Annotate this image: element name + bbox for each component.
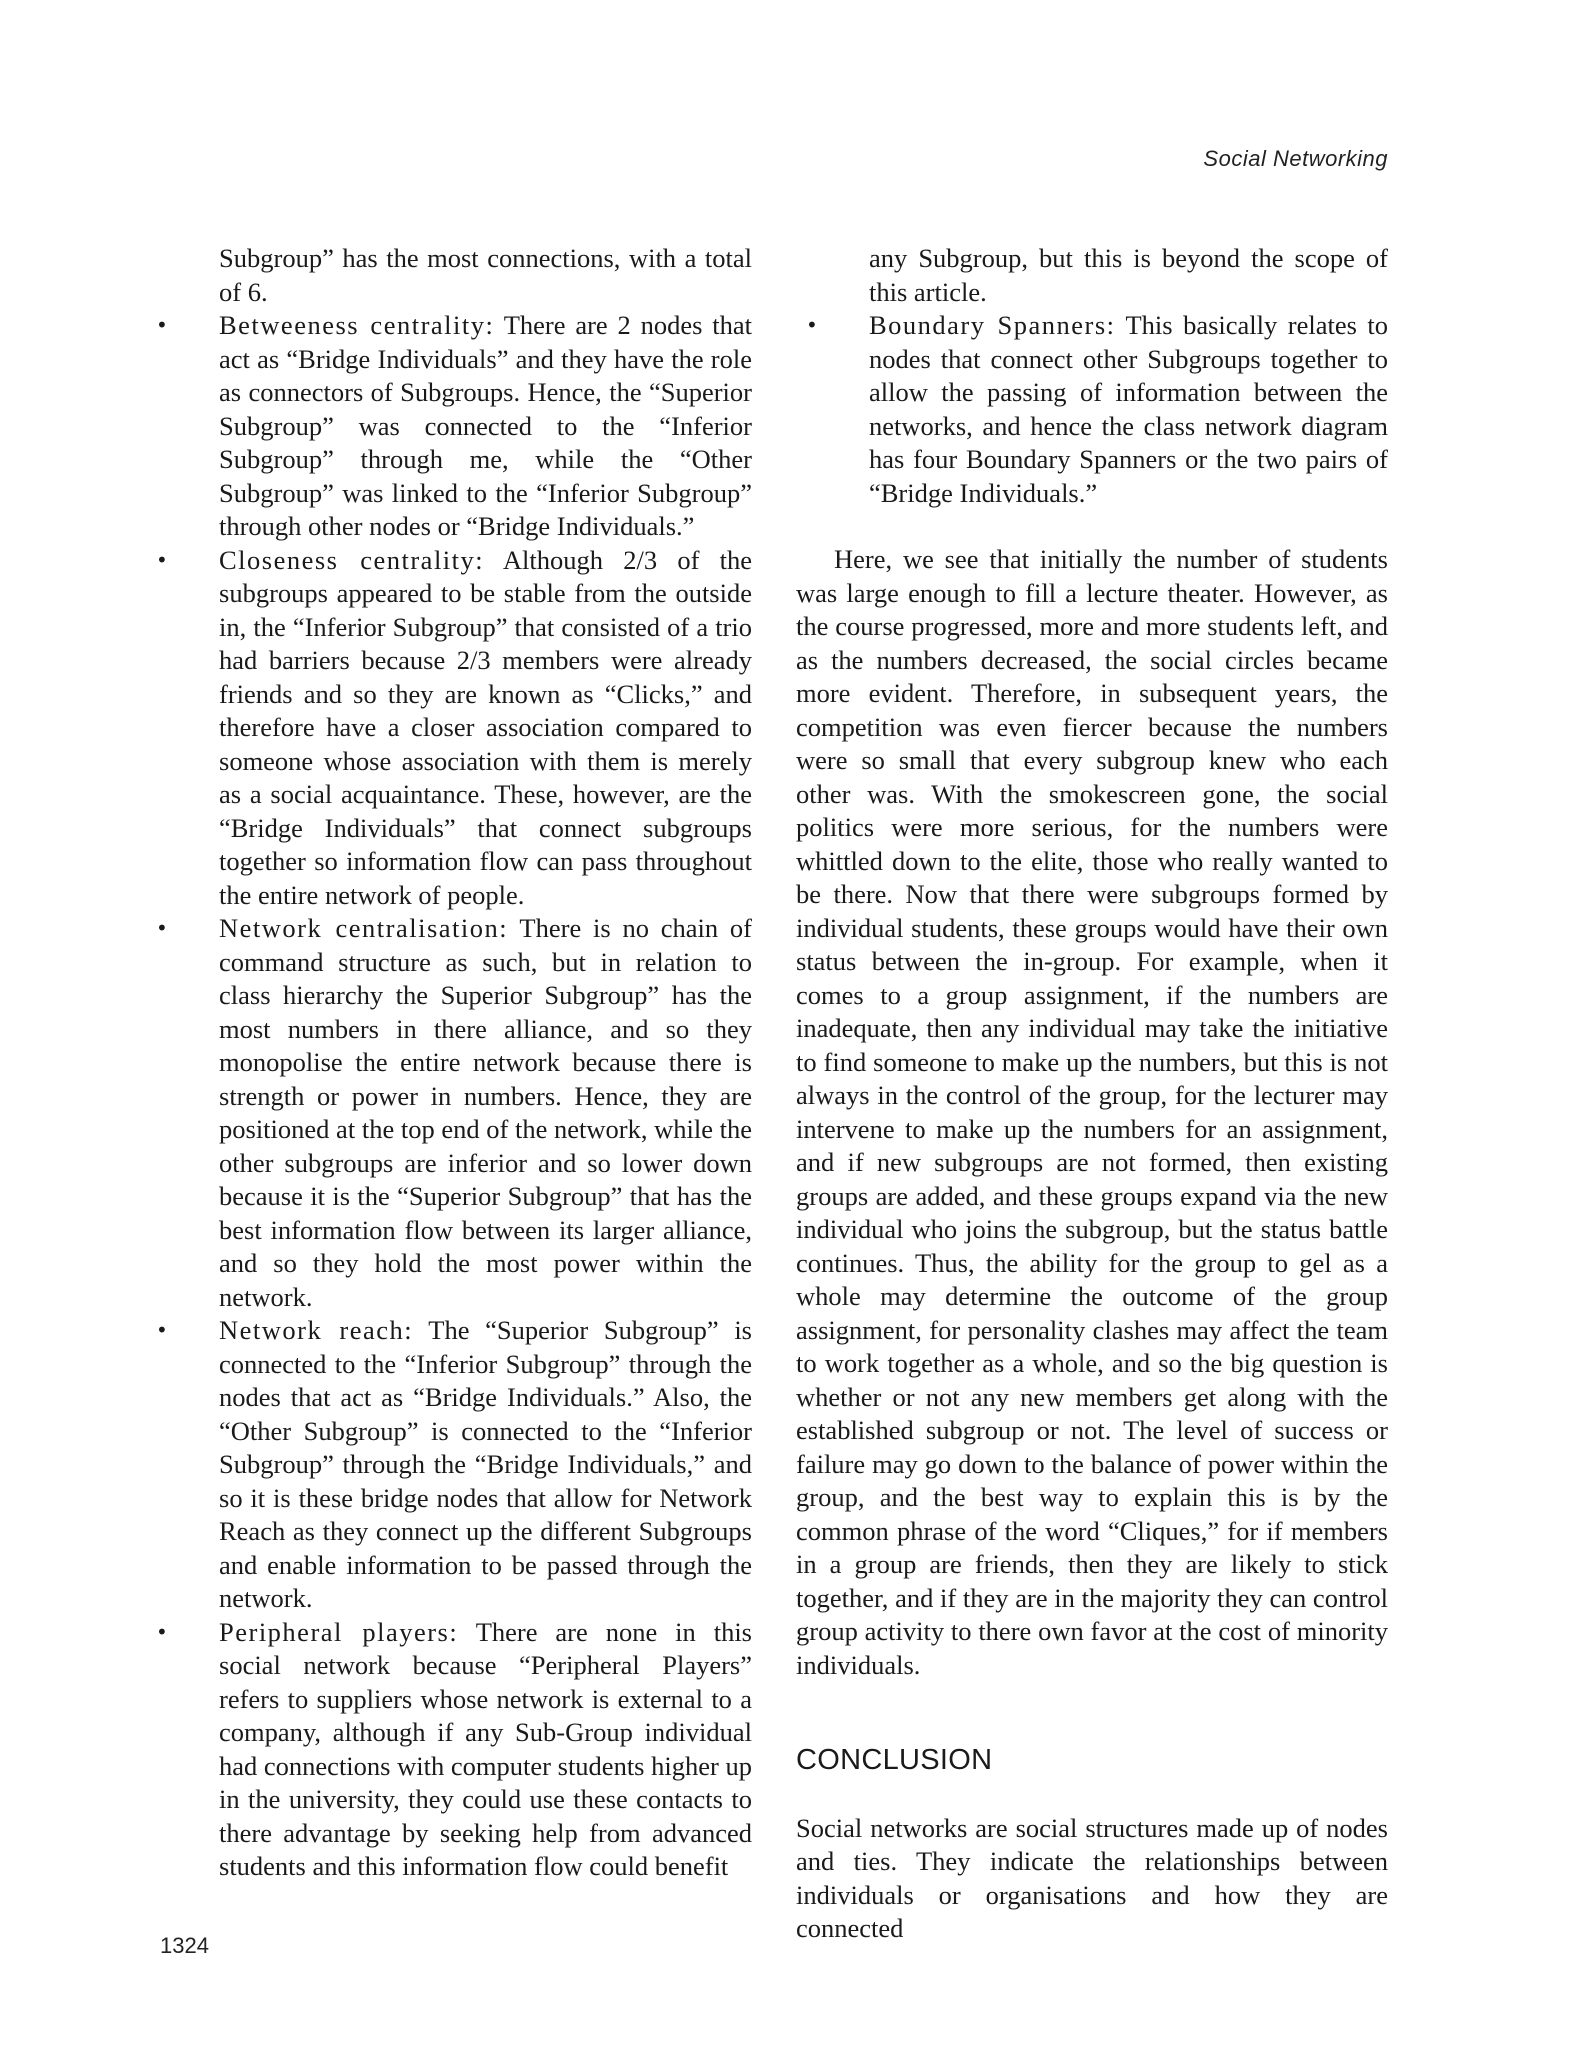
bullet-dot-icon: •	[156, 1318, 168, 1342]
bullet-text: Although 2/3 of the subgroups appeared to be stable from the outside in, the “Inferior Subgroup” that consisted of a trio had barriers because 2/3 members were already friends and so they are known as “Clicks,” and therefore have a closer association compared to someone whose association with them is merely as a social acquaintance. These, however, are the “Bridge Individuals” that connect subgroups together so information flow can pass throughout the entire network of people.	[219, 544, 752, 910]
page-number: 1324	[160, 1933, 209, 1958]
bullet-dot-icon: •	[156, 916, 168, 940]
bullet-item-boundary-spanners	[796, 309, 1388, 510]
bullet-text: There is no chain of command structure as such, but in relation to class hierarchy the Superior Subgroup” has the most numbers in there alliance, and so they monopolise the entire network because there is strength or power in numbers. Hence, they are positioned at the top end of the network, while the other subgroups are inferior and so lower down because it is the “Superior Subgroup” that has the best information flow between its larger alliance, and so they hold the most power within the network.	[219, 913, 752, 1312]
bullet-term: Boundary Spanners:	[869, 310, 1116, 340]
conclusion-paragraph: Social networks are social structures made up of nodes and ties. They indicate the relationships between individuals or organisations and how they are connected	[796, 1812, 1388, 1943]
bullet-text: This basically relates to nodes that connect other Subgroups together to allow the passing of information between the networks, and hence the class network diagram has four Boundary Spanners or the two pairs of “Bridge Individuals.”	[869, 310, 1388, 508]
body-paragraph: Here, we see that initially the number of students was large enough to fill a lecture theater. However, as the course progressed, more and more students left, and as the numbers decreased, the social circles became more evident. Therefore, in subsequent years, the competition was even fiercer because the numbers were so small that every subgroup knew who each other was. With the smokescreen gone, the social politics were more serious, for the numbers were whittled down to the elite, those who really wanted to be there. Now that there were subgroups formed by individual students, these groups would have their own status between the in-group. For example, when it comes to a group assignment, if the numbers are inadequate, then any individual may take the initiative to find someone to make up the numbers, but this is not always in the control of the group, for the lecturer may intervene to make up the numbers for an assignment, and if new subgroups are not formed, then existing groups are added, and these groups expand via the new individual who joins the subgroup, but the status battle continues. Thus, the ability for the group to gel as a whole may determine the outcome of the group assignment, for personality clashes may affect the team to work together as a whole, and so the big question is whether or not any new members get along with the established subgroup or not. The level of success or failure may go down to the balance of power within the group, and the best way to explain this is by the common phrase of the word “Cliques,” for if members in a group are friends, then they are likely to stick together, and if they are in the majority they can control group activity to there own favor at the cost of minority individuals.	[796, 544, 1388, 1680]
bullet-term: Peripheral players:	[219, 1616, 459, 1647]
bullet-item-closeness	[146, 544, 752, 913]
bullet-term: Closeness centrality:	[219, 544, 485, 575]
bullet-item-peripheral	[146, 1616, 752, 1884]
running-head: Social Networking	[1203, 146, 1388, 171]
bullet-item-betweeness	[146, 309, 752, 544]
bullet-term: Betweeness centrality:	[219, 310, 495, 340]
bullet-term: Network centralisation:	[219, 913, 509, 943]
bullet-dot-icon: •	[156, 313, 168, 337]
bullet-text: There are 2 nodes that act as “Bridge Individuals” and they have the role as connectors of Subgroups. Hence, the “Superior Subgroup” was connected to the “Inferior Subgroup” through me, while the “Other Subgroup” was linked to the “Inferior Subgroup” through other nodes or “Bridge Individuals.”	[219, 310, 752, 541]
bullet-dot-icon: •	[156, 1619, 168, 1644]
right-bullet-list	[796, 309, 1388, 510]
right-column	[796, 242, 1388, 1946]
left-column	[146, 242, 752, 1884]
bullet-text: There are none in this social network because “Peripheral Players” refers to suppliers whose network is external to a company, although if any Sub-Group individual had connections with computer students higher up in the university, they could use these contacts to there advantage by seeking help from advanced students and this information flow could benefit	[219, 1616, 752, 1881]
bullet-item-reach	[146, 1314, 752, 1616]
left-bullet-list	[146, 309, 752, 1884]
bullet-term: Network reach:	[219, 1315, 414, 1345]
bullet-text: The “Superior Subgroup” is connected to the “Inferior Subgroup” through the nodes that act as “Bridge Individuals.” Also, the “Other Subgroup” is connected to the “Inferior Subgroup” through the “Bridge Individuals,” and so it is these bridge nodes that allow for Network Reach as they connect up the different Subgroups and enable information to be passed through the network.	[219, 1315, 752, 1613]
right-continuation: any Subgroup, but this is beyond the scope of this article.	[869, 243, 1388, 307]
bullet-dot-icon: •	[806, 313, 818, 337]
bullet-dot-icon: •	[156, 547, 168, 572]
left-continuation: Subgroup” has the most connections, with a total of 6.	[219, 243, 752, 307]
section-heading-conclusion: CONCLUSION	[796, 1744, 993, 1776]
bullet-item-centralisation	[146, 912, 752, 1314]
